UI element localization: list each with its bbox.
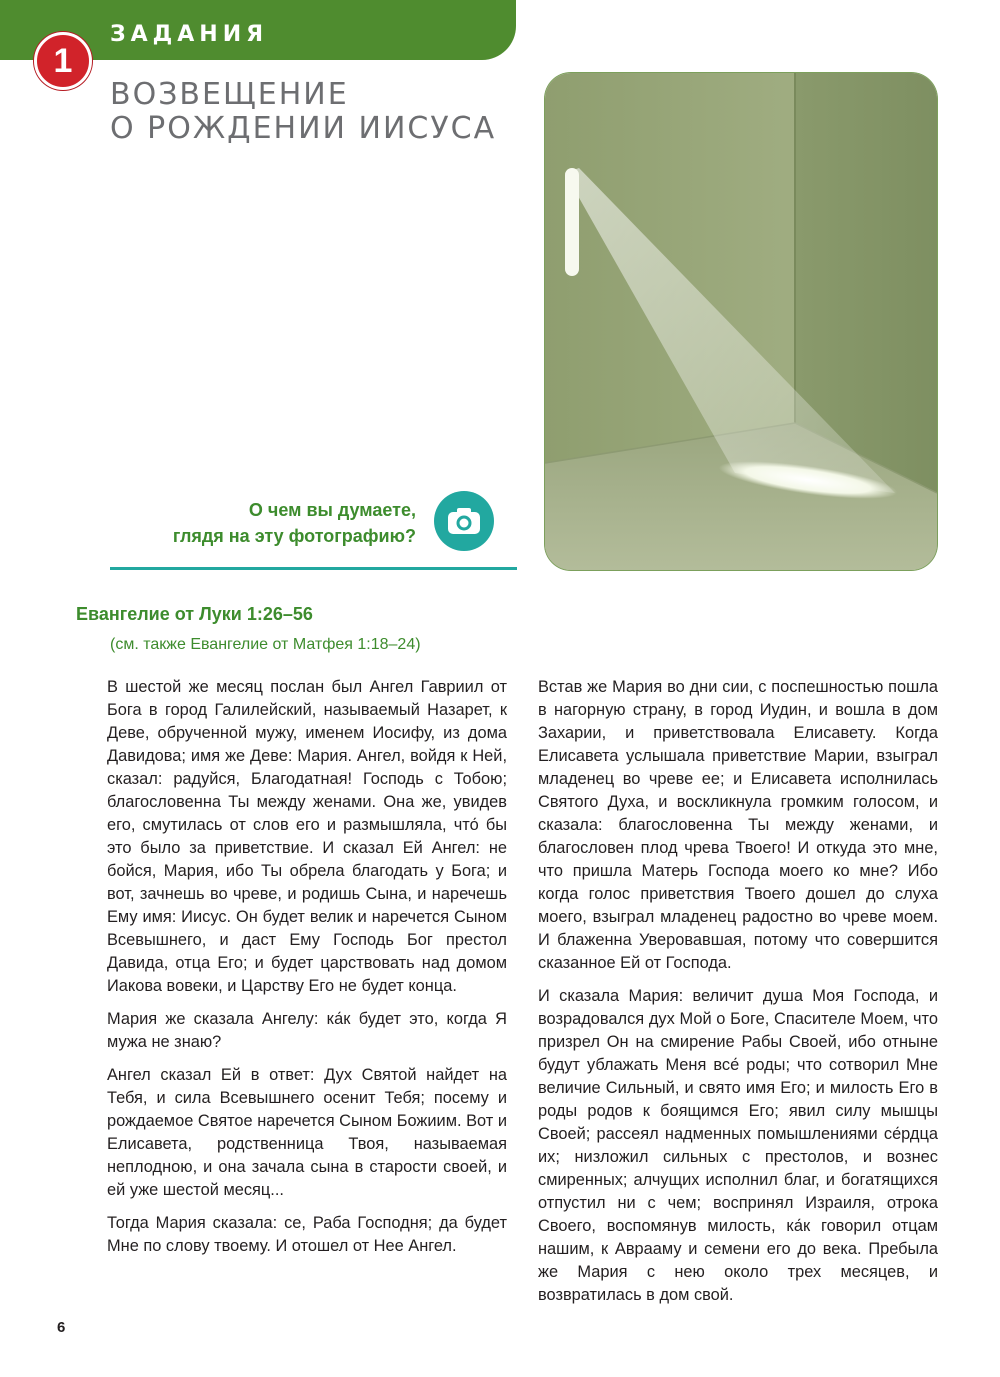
page-title	[110, 78, 496, 146]
lesson-number-badge: 1	[34, 32, 92, 90]
camera-icon	[434, 491, 494, 551]
scripture-paragraph: Мария же сказала Ангелу: ка́к будет это, когда Я мужа не знаю?	[107, 1010, 507, 1051]
scripture-paragraph: Ангел сказал Ей в ответ: Дух Святой найдет на Тебя, и сила Всевышнего осенит Тебя; посему и рождаемое Святое наречется Сыном Божиим. Вот и Елисавета, родственница Твоя, называемая неплодною, и она зачала сына в старости своей, и ей уже шестой месяц...	[107, 1066, 507, 1199]
scripture-paragraph: В шестой же месяц послан был Ангел Гавриил от Бога в город Галилейский, называемый Назарет, к Деве, обрученной мужу, именем Иосифу, из дома Давидова; имя же Деве: Мария. Ангел, войдя к Ней, сказал: радуйся, Благодатная! Господь с Тобою; благословенна Ты между женами. Она же, увидев его, смутилась от слов его и размышляла, что́ бы это было за приветствие. И сказал Ей Ангел: не бойся, Мария, ибо Ты обрела благодать у Бога; и вот, зачнешь во чреве, и родишь Сына, и наречешь Ему имя: Иисус. Он будет велик и наречется Сыном Всевышнего, и даст Ему Господь Бог престол Давида, отца Его; и будет царствовать над домом Иакова вовеки, и Царству Его не будет конца.	[107, 678, 507, 995]
page-title-line-2: О РОЖДЕНИИ ИИСУСА	[110, 111, 497, 146]
photo-prompt-line-1: О чем вы думаете,	[248, 500, 416, 520]
scripture-left-column	[107, 676, 507, 1268]
section-label: ЗАДАНИЯ	[110, 22, 269, 47]
scripture-right-column	[538, 676, 938, 1317]
page-title-line-1: ВОЗВЕЩЕНИЕ	[110, 77, 349, 112]
page-number: 6	[57, 1319, 66, 1336]
light-beam-photo	[545, 73, 937, 570]
scripture-paragraph: Тогда Мария сказала: се, Раба Господня; да будет Мне по слову твоему. И отошел от Нее Ангел.	[107, 1214, 507, 1255]
room-light-illustration	[545, 73, 937, 570]
gospel-source-title: Евангелие от Луки 1:26–56	[76, 604, 313, 624]
scripture-paragraph: И сказала Мария: величит душа Моя Господа, и возрадовался дух Мой о Боге, Спасителе Моем, что призрел Он на смирение Рабы Своей, ибо отныне будут ублажать Меня все́ роды; что сотворил Мне величие Сильный, и свято имя Его; и милость Его в роды родов к боящимся Его; явил силу мышцы Своей; рассеял надменных помышлениями се́рдца их; низложил сильных с престолов, и вознес смиренных; алчущих исполнил благ, и богатящихся отпустил ни с чем; воспринял Израиля, отрока Своего, воспомянув милость, ка́к говорил отцам нашим, к Аврааму и семени его до века. Пребыла же Мария с нею около трех месяцев, и возвратилась в дом свой.	[538, 987, 938, 1304]
photo-prompt-line-2: глядя на эту фотографию?	[172, 526, 416, 546]
section-divider	[110, 567, 517, 570]
photo-prompt	[150, 497, 416, 549]
scripture-paragraph: Встав же Мария во дни сии, с поспешностью пошла в нагорную страну, в город Иудин, и вошла в дом Захарии, и приветствовала Елисавету. Когда Елисавета услышала приветствие Марии, взыграл младенец во чреве ее; и Елисавета исполнилась Святого Духа, и воскликнула громким голосом, и сказала: благословенна Ты между женами, и благословен плод чрева Твоего! И откуда это мне, что пришла Матерь Господа моего ко мне? Ибо когда голос приветствия Твоего дошел до слуха моего, взыграл младенец радостно во чреве моем. И блаженна Уверовавшая, потому что совершится сказанное Ей от Господа.	[538, 678, 938, 972]
gospel-cross-reference: (см. также Евангелие от Матфея 1:18–24)	[110, 636, 421, 653]
